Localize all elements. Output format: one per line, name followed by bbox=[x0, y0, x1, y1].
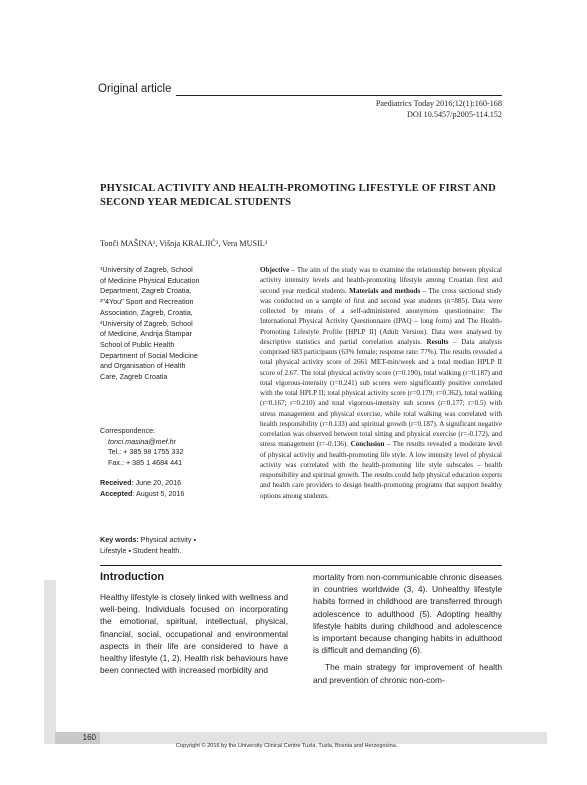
received-label: Received bbox=[100, 478, 132, 487]
correspondence-tel: Tel.: + 385 98 1755 332 bbox=[108, 447, 184, 457]
abstract-conclusion-label: Conclusion bbox=[350, 440, 385, 449]
header-rule bbox=[176, 95, 502, 96]
keywords-line-1 bbox=[100, 535, 210, 546]
article-type: Original article bbox=[98, 83, 172, 95]
keywords-label: Key words: bbox=[100, 535, 139, 544]
intro-paragraph-3: The main strategy for improvement of health and prevention of chronic non-com- bbox=[313, 662, 502, 685]
keywords-text-1: Physical activity ▪ bbox=[138, 535, 197, 544]
doi: DOI 10.5457/p2005-114.152 bbox=[407, 110, 502, 119]
intro-column-1 bbox=[100, 591, 288, 676]
article-dates bbox=[100, 478, 184, 499]
correspondence bbox=[100, 426, 200, 469]
received-date bbox=[100, 478, 184, 489]
correspondence-email[interactable]: tonci.masina@mef.hr bbox=[108, 436, 177, 446]
abstract-results-text: – Data analysis comprised 683 participants (63% female; response rate: 77%). The results revealed a total physical activity score of 2661 MET-min/week and a total median HPLP II score of 2.67. The total physical activity score (r=0.190), total walking (r=0.187) and total vigorous-intensity (r=0.241) sub scores were significantly positive correlated with the total HPLP II; total physical activity score (r=0.179; r=0.362), total walking (r=0.167; r=0.210) and total vigorous-intensity sub scores (r=0.177; r=0.5) with stress management and physical exercise, while total walking was correlated with health responsibility (r=0.133) and spiritual growth (r=0.187). A significant negative correlation was observed between total sitting and physical exercise (r=-0.172), and stress management (r=-0.136). bbox=[260, 337, 502, 449]
page-number: 160 bbox=[55, 732, 100, 744]
side-band bbox=[44, 580, 56, 744]
intro-paragraph-2: mortality from non-communicable chronic diseases in countries worldwide (3, 4). Unhealthy lifestyle habits formed in childhood are transferred through adolescence to adulthood (5). Adopting healthy lifestyle habits during childhood and adolescence is important because changing habits in adulthood is difficult and demanding (6). bbox=[313, 572, 502, 656]
affiliations: ¹University of Zagreb, School of Medicine Physical Education Department, Zagreb Croatia, ²"4You" Sport and Recreation Association, Zagreb, Croatia, ³University of Zagreb, School of Medicine, Andrija Štampar School of Public Health Department of Social Medicine and Organisation of Health Care, Zagreb Croatia bbox=[100, 265, 200, 382]
intro-heading: Introduction bbox=[100, 571, 165, 583]
abstract-results-label: Results bbox=[426, 337, 449, 346]
article-title: PHYSICAL ACTIVITY AND HEALTH-PROMOTING LIFESTYLE OF FIRST AND SECOND YEAR MEDICAL STUDENTS bbox=[100, 183, 496, 208]
intro-paragraph-1: Healthy lifestyle is closely linked with wellness and well-being. Individuals focused on incorporating the emotional, spiritual, intellectual, physical, financial, social, occupational and environmental aspects in their life are considered to have a healthy lifestyle (1, 2). Health risk behaviours have been connected with increased morbidity and bbox=[100, 592, 288, 676]
abstract-methods-text: – The cross sectional study was conducted on a sample of first and second year students (n=885). Data were collected by means of a self-administered anonymous questionnaire: The International Physical Activity Questionnaire (IPAQ – long form) and The Health-Promoting Lifestyle Profile [HPLP II] (Adult Version). Data were analysed by descriptive statistics and partial correlation analysis. bbox=[260, 286, 502, 346]
copyright-notice: Copyright © 2016 by the University Clinical Centre Tuzla, Tuzla, Bosnia and Herzegovina. bbox=[176, 743, 398, 749]
accepted-date bbox=[100, 489, 184, 500]
intro-column-2 bbox=[313, 571, 502, 686]
correspondence-fax: Fax.: + 385 1 4684 441 bbox=[108, 458, 183, 468]
accepted-label: Accepted bbox=[100, 488, 133, 498]
abstract-methods-label: Materials and methods bbox=[349, 286, 421, 295]
abstract-objective-text: – The aim of the study was to examine the relationship between physical activity intensity levels and health-promoting lifestyle among Croatian first and second year medical students. bbox=[260, 266, 502, 295]
accepted-value: : August 5, 2016 bbox=[132, 488, 185, 498]
keywords bbox=[100, 535, 210, 556]
abstract-objective-label: Objective bbox=[260, 266, 290, 274]
abstract bbox=[260, 265, 502, 501]
correspondence-heading: Correspondence: bbox=[100, 426, 156, 435]
received-value: : June 20, 2016 bbox=[131, 478, 182, 487]
keywords-line-2: Lifestyle ▪ Student health. bbox=[100, 545, 182, 555]
section-divider bbox=[100, 565, 502, 566]
journal-info bbox=[376, 98, 502, 120]
abstract-conclusion-text: – The results revealed a moderate level of physical activity and health-promoting life style. A low intensity level of physical activity was correlated with the health-promoting life style subscales – health responsibility and spiritual growth. The results could help physical education experts and health care providers to design health-promoting programs that support healthy options among students. bbox=[260, 440, 502, 500]
journal-citation: Paediatrics Today 2016;12(1):160-168 bbox=[375, 99, 502, 108]
author-list: Tonči MAŠINA¹, Višnja KRALJIĆ², Vera MUSIL³ bbox=[100, 239, 268, 248]
